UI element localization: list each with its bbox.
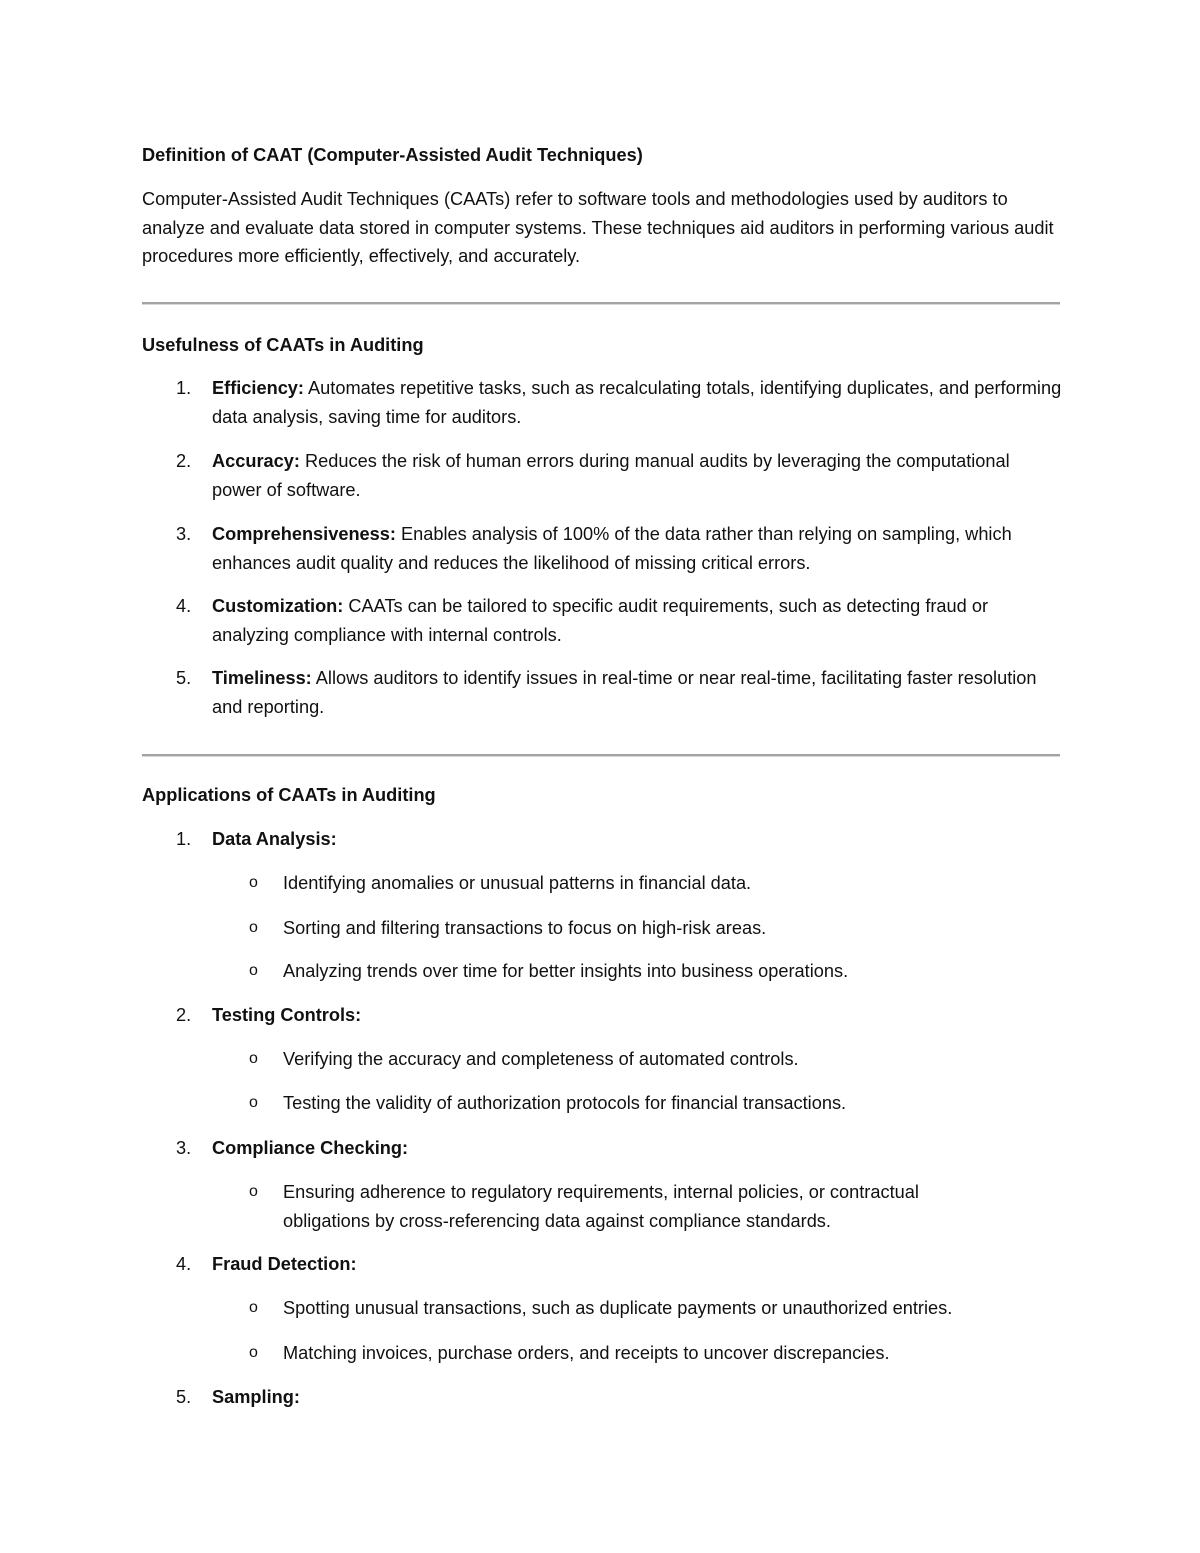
- list-number: 1.: [176, 378, 192, 398]
- definition-heading-block: [142, 141, 1062, 169]
- sub-bullet-text: Spotting unusual transactions, such as duplicate payments or unauthorized entries.: [283, 1298, 953, 1318]
- list-number: 2.: [176, 1005, 192, 1025]
- bullet-marker: o: [249, 874, 258, 891]
- usefulness-heading-block: [142, 331, 1062, 359]
- item-term: Timeliness:: [212, 668, 312, 688]
- bullet-marker: o: [249, 1183, 258, 1200]
- sub-bullet-text: Identifying anomalies or unusual patterns in financial data.: [283, 873, 752, 893]
- bullet-marker: o: [249, 919, 258, 936]
- list-number: 2.: [176, 451, 192, 471]
- definition-body: Computer-Assisted Audit Techniques (CAATs) refer to software tools and methodologies used by auditors to analyze and evaluate data stored in computer systems. These techniques aid auditors in performing various audit procedures more efficiently, effectively, and accurately.: [142, 189, 1054, 266]
- list-number: 4.: [176, 596, 192, 616]
- section-divider: [142, 754, 1060, 757]
- applications-heading-block: [142, 781, 1062, 809]
- item-description: Enables analysis of 100% of the data rather than relying on sampling, which enhances audit quality and reduces the likelihood of missing critical errors.: [212, 524, 1012, 573]
- sub-bullet-item: [142, 1294, 1062, 1323]
- section-divider: [142, 302, 1060, 305]
- item-term: Testing Controls:: [212, 1005, 362, 1025]
- sub-bullet-item: [142, 1339, 1062, 1368]
- sub-bullet-text: Matching invoices, purchase orders, and receipts to uncover discrepancies.: [283, 1343, 890, 1363]
- item-term: Comprehensiveness:: [212, 524, 396, 544]
- item-term: Efficiency:: [212, 378, 304, 398]
- sub-bullet-item: [142, 957, 1062, 986]
- usefulness-item: [142, 374, 1062, 431]
- item-description: CAATs can be tailored to specific audit requirements, such as detecting fraud or analyzing compliance with internal controls.: [212, 596, 989, 645]
- sub-bullet-item: [142, 1045, 1062, 1074]
- sub-bullet-text: Verifying the accuracy and completeness of automated controls.: [283, 1049, 799, 1069]
- item-description: Allows auditors to identify issues in real-time or near real-time, facilitating faster resolution and reporting.: [212, 668, 1037, 717]
- usefulness-item: [142, 447, 1062, 504]
- bullet-marker: o: [249, 962, 258, 979]
- definition-body-block: [142, 185, 1062, 271]
- item-term: Customization:: [212, 596, 344, 616]
- sub-bullet-text: Analyzing trends over time for better insights into business operations.: [283, 961, 849, 981]
- list-number: 4.: [176, 1254, 192, 1274]
- list-number: 5.: [176, 668, 192, 688]
- applications-item: [142, 1250, 1062, 1279]
- list-number: 1.: [176, 829, 192, 849]
- item-term: Fraud Detection:: [212, 1254, 357, 1274]
- applications-item: [142, 1134, 1062, 1163]
- item-description: Reduces the risk of human errors during manual audits by leveraging the computational power of software.: [212, 451, 1010, 500]
- sub-bullet-item: [142, 1089, 1062, 1118]
- item-term: Sampling:: [212, 1387, 300, 1407]
- usefulness-item: [142, 592, 1062, 649]
- item-term: Accuracy:: [212, 451, 300, 471]
- sub-bullet-item: [142, 914, 1062, 943]
- usefulness-item: [142, 520, 1062, 577]
- usefulness-item: [142, 664, 1062, 721]
- bullet-marker: o: [249, 1344, 258, 1361]
- definition-heading: Definition of CAAT (Computer-Assisted Audit Techniques): [142, 145, 643, 165]
- sub-bullet-item: [142, 869, 1062, 898]
- list-number: 3.: [176, 524, 192, 544]
- bullet-marker: o: [249, 1094, 258, 1111]
- bullet-marker: o: [249, 1050, 258, 1067]
- sub-bullet-item: [142, 1178, 1062, 1235]
- list-number: 3.: [176, 1138, 192, 1158]
- bullet-marker: o: [249, 1299, 258, 1316]
- usefulness-heading: Usefulness of CAATs in Auditing: [142, 335, 424, 355]
- sub-bullet-text: Testing the validity of authorization protocols for financial transactions.: [283, 1093, 847, 1113]
- applications-item: [142, 825, 1062, 854]
- sub-bullet-text: Sorting and filtering transactions to focus on high-risk areas.: [283, 918, 767, 938]
- item-term: Compliance Checking:: [212, 1138, 409, 1158]
- applications-item: [142, 1383, 1062, 1412]
- item-description: Automates repetitive tasks, such as recalculating totals, identifying duplicates, and performing data analysis, saving time for auditors.: [212, 378, 1062, 427]
- applications-item: [142, 1001, 1062, 1030]
- applications-heading: Applications of CAATs in Auditing: [142, 785, 436, 805]
- sub-bullet-text: Ensuring adherence to regulatory requirements, internal policies, or contractual obligations by cross-referencing data against compliance standards.: [283, 1182, 919, 1231]
- item-term: Data Analysis:: [212, 829, 337, 849]
- list-number: 5.: [176, 1387, 192, 1407]
